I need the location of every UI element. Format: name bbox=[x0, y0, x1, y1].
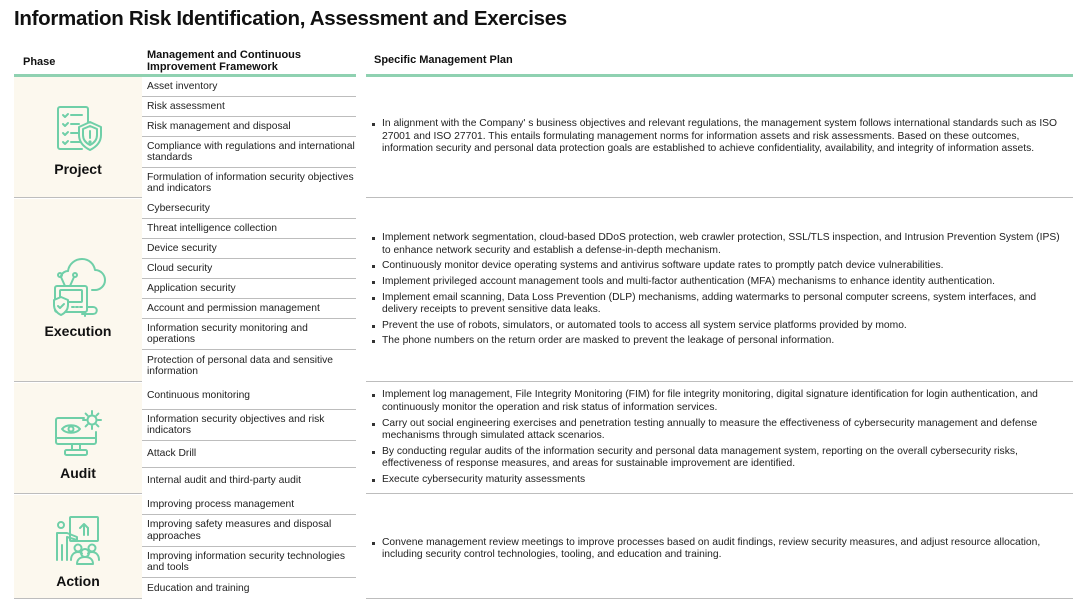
framework-item: Formulation of information security objectives and indicators bbox=[147, 171, 354, 194]
monitor-eye-gear-icon bbox=[52, 408, 104, 458]
framework-list bbox=[142, 199, 356, 382]
framework-item: Education and training bbox=[147, 582, 250, 594]
framework-list bbox=[142, 495, 356, 599]
page-title: Information Risk Identification, Assessment and Exercises bbox=[14, 7, 567, 30]
framework-item: Attack Drill bbox=[142, 441, 356, 468]
framework-item: Information security objectives and risk indicators bbox=[142, 410, 356, 441]
table-header-right bbox=[366, 44, 1073, 77]
phase-label: Project bbox=[54, 161, 102, 177]
framework-item: Improving process management bbox=[142, 495, 356, 515]
plan-item: The phone numbers on the return order are masked to prevent the leakage of personal information. bbox=[382, 335, 1061, 348]
plan-list bbox=[366, 199, 1073, 382]
plan-item: Implement log management, File Integrity Monitoring (FIM) for file integrity monitoring, digital signature identification for login authentication, and continuously monitor the operation and risk status of information services. bbox=[382, 389, 1061, 414]
plan-item: Continuously monitor device operating systems and antivirus software update rates to promptly patch device vulnerabilities. bbox=[382, 260, 1061, 273]
phase-cell bbox=[14, 495, 142, 599]
framework-item: Cybersecurity bbox=[142, 199, 356, 219]
header-plan: Specific Management Plan bbox=[374, 54, 513, 66]
framework-item: Cloud security bbox=[142, 259, 356, 279]
cloud-device-shield-icon bbox=[50, 257, 106, 317]
framework-item: Risk assessment bbox=[142, 97, 356, 117]
framework-item: Improving safety measures and disposal approaches bbox=[142, 515, 356, 547]
framework-item: Improving information security technologies and tools bbox=[142, 547, 356, 578]
framework-item: Threat intelligence collection bbox=[142, 219, 356, 239]
phase-row-execution bbox=[14, 199, 1073, 382]
header-phase: Phase bbox=[23, 56, 56, 68]
plan-item: In alignment with the Company' s business objectives and relevant regulations, the management system follows international standards such as ISO 27001 and ISO 27701. This entails formulating management norms for information assets and risk assessments. Based on these outcomes, information security and personal data protection goals are established to achieve confidentiality, availability, and integrity of information assets. bbox=[382, 118, 1061, 156]
table-header-left bbox=[14, 44, 356, 77]
framework-item: Compliance with regulations and international standards bbox=[142, 137, 356, 168]
phase-cell bbox=[14, 383, 142, 494]
framework-item: Application security bbox=[142, 279, 356, 299]
phase-row-action bbox=[14, 495, 1073, 599]
framework-list bbox=[142, 77, 356, 198]
phase-row-project bbox=[14, 77, 1073, 198]
framework-item: Information security monitoring and operations bbox=[142, 319, 356, 350]
phase-cell bbox=[14, 199, 142, 382]
presenter-group-icon bbox=[54, 515, 102, 565]
framework-item: Protection of personal data and sensitive information bbox=[147, 354, 334, 377]
plan-item: Implement privileged account management tools and multi-factor authentication (MFA) mechanisms to enhance identity authentication. bbox=[382, 276, 1061, 289]
plan-list bbox=[366, 495, 1073, 599]
phase-label: Audit bbox=[60, 465, 96, 481]
phase-label: Execution bbox=[44, 323, 112, 339]
framework-item: Account and permission management bbox=[142, 299, 356, 319]
plan-list bbox=[366, 383, 1073, 494]
framework-list bbox=[142, 383, 356, 494]
plan-item: By conducting regular audits of the information security and personal data management system, reporting on the overall cybersecurity risks, effectiveness of response measures, and areas for sustainable improvement are identified. bbox=[382, 446, 1061, 471]
phase-label: Action bbox=[56, 573, 100, 589]
plan-item: Implement email scanning, Data Loss Prevention (DLP) mechanisms, adding watermarks to personal computer screens, system interfaces, and delivery receipts to prevent sensitive data leaks. bbox=[382, 292, 1061, 317]
framework-item: Device security bbox=[142, 239, 356, 259]
framework-item: Asset inventory bbox=[142, 77, 356, 97]
plan-item: Convene management review meetings to improve processes based on audit findings, review security measures, and adjust resource allocation, including security control technologies, tooling, and education and training. bbox=[382, 537, 1061, 562]
framework-item: Continuous monitoring bbox=[142, 383, 356, 410]
header-framework: Management and Continuous Improvement Framework bbox=[147, 49, 301, 73]
checklist-shield-alert-icon bbox=[52, 104, 104, 156]
plan-item: Execute cybersecurity maturity assessments bbox=[382, 474, 1061, 487]
plan-item: Carry out social engineering exercises and penetration testing annually to measure the effectiveness of cybersecurity management and defense mechanisms through simulated attack scenarios. bbox=[382, 418, 1061, 443]
phase-cell bbox=[14, 77, 142, 198]
phase-row-audit bbox=[14, 383, 1073, 494]
framework-item: Internal audit and third-party audit bbox=[147, 475, 301, 487]
plan-list bbox=[366, 77, 1073, 198]
plan-item: Prevent the use of robots, simulators, or automated tools to access all system service platforms provided by momo. bbox=[382, 320, 1061, 333]
plan-item: Implement network segmentation, cloud-based DDoS protection, web crawler protection, SSL/TLS inspection, and Intrusion Prevention System (IPS) to enhance network security and establish a defense-in-depth mechanism. bbox=[382, 232, 1060, 256]
framework-item: Risk management and disposal bbox=[142, 117, 356, 137]
